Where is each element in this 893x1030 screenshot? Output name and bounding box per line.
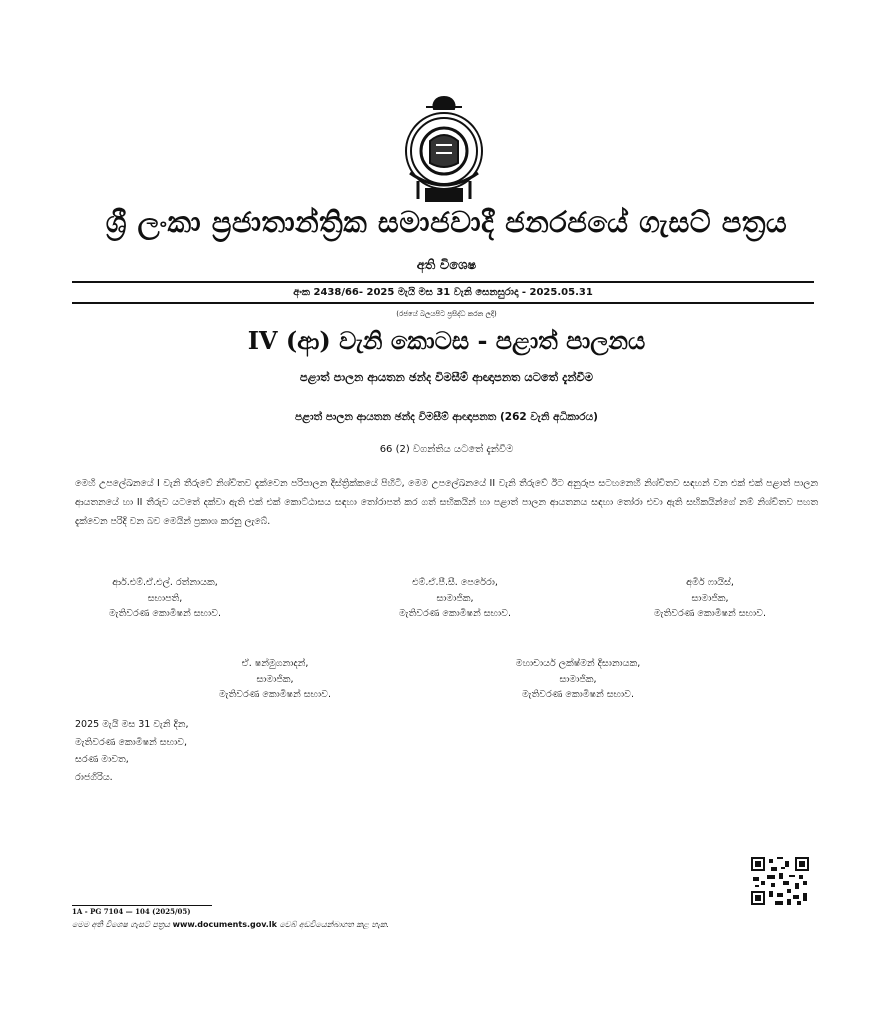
address-line: සරණ මාවත, <box>75 754 129 765</box>
date-address-block <box>75 716 188 786</box>
signatory-org: මැතිවරණ කොමිෂන් සභාව. <box>398 608 512 619</box>
law-title: පළාත් පාලන ආයතන ඡන්ද විමසීම් ආඥාපනත (262 වැනි අධිකාරය) <box>295 411 598 423</box>
signatory <box>610 575 810 622</box>
date-line: 2025 මැයි මස 31 වැනි දින, <box>75 719 189 730</box>
state-emblem-icon <box>396 93 492 205</box>
address-line: රාජගිරිය. <box>75 771 113 783</box>
signatory-org: මැතිවරණ කොමිෂන් සභාව. <box>521 689 635 700</box>
signatory <box>478 656 678 703</box>
signatory <box>355 575 555 622</box>
download-note-prefix: මෙම අති විශෙෂ ගැසට් පත්‍රය <box>72 920 171 929</box>
download-note <box>72 920 389 930</box>
signatory-role: සාමාජික, <box>436 592 474 604</box>
signatory-name: ආර්.එම්.ඒ.එල්. රත්නායක, <box>112 577 218 588</box>
gazette-subtitle: අති විශෙෂ <box>416 258 477 273</box>
print-code: 1A - PG 7104 — 104 (2025/05) <box>72 907 191 916</box>
website-link[interactable]: www.documents.gov.lk <box>172 920 277 929</box>
signatory <box>175 656 375 703</box>
header-rule-top <box>72 281 814 283</box>
signatory-org: මැතිවරණ කොමිෂන් සභාව. <box>218 689 332 700</box>
signatory-name: අමීර් ෆායිස්, <box>686 577 734 588</box>
address-line: මැතිවරණ කොමිෂන් සභාව, <box>75 736 188 748</box>
signatory <box>65 575 265 622</box>
notice-body: මෙහි උපලේඛනයේ I වැනි තීරුවේ නිශ්චිතව දැක්වෙන පරිපාලන දිස්ත්‍රික්කයේ පිහිටි, මෙම උපලේඛනයේ II වැනි තීරුවේ ඊට අනුරූප සටහනෙහි නිශ්චිතව සඳහන් වන එක් එක් පළාත් පාලන ආයතනයේ හා II තීරුව යටතේ දක්වා ඇති එක් එක් කොට්ඨාසය සඳහා තෝරාපත් කර ගත් සභිකයින් හා පළාත් පාලන ආයතනය සඳහා තෝරා එවා ඇති සභිකයින්ගේ නම් නිශ්චිතව පහත දැක්වෙන පරිදි වන බව මෙයින් ප්‍රකාශ කරනු ලැබේ. <box>75 478 818 527</box>
signatory-org: මැතිවරණ කොමිෂන් සභාව. <box>108 608 222 619</box>
signatory-name: මහාචාර්ය ලක්ෂ්මන් දිසානායක, <box>515 658 641 669</box>
published-by-note: (රජයේ බලයපිට ප්‍රසිද්ධ කරන ලදී) <box>396 310 497 318</box>
signatory-role: සාමාජික, <box>691 592 729 604</box>
signatory-name: එම්.ඒ.පී.සී. පෙරේරා, <box>412 577 498 588</box>
part-title: IV (ආ) වැනි කොටස - පළාත් පාලනය <box>247 326 646 355</box>
signatory-role: සාමාජික, <box>559 673 597 685</box>
issue-line: අංක 2438/66- 2025 මැයි මස 31 වැනි සෙනසුරාදා - 2025.05.31 <box>293 287 593 298</box>
part-subtitle: පළාත් පාලන ආයතන ඡන්ද විමසීම් ආඥාපනත යටතේ දැන්වීම <box>299 370 594 384</box>
header-rule-bottom <box>72 302 814 304</box>
gazette-title: ශ්‍රී ලංකා ප්‍රජාතාන්ත්‍රික සමාජවාදී ජනරජයේ ගැසට් පත්‍රය <box>105 205 788 239</box>
signatory-name: ඒ. ෂන්මුගනාදන්, <box>241 658 309 669</box>
signatory-org: මැතිවරණ කොමිෂන් සභාව. <box>653 608 767 619</box>
qr-code-icon <box>751 857 809 905</box>
signatory-role: සාමාජික, <box>256 673 294 685</box>
footer-rule <box>72 905 212 906</box>
signatory-role: සභාපති, <box>147 592 183 604</box>
download-note-suffix: වෙබ් අඩවියෙන්බාගත කළ හැක. <box>279 920 390 929</box>
section-title: 66 (2) වගන්තිය යටතේ දැන්වීම <box>379 444 514 455</box>
